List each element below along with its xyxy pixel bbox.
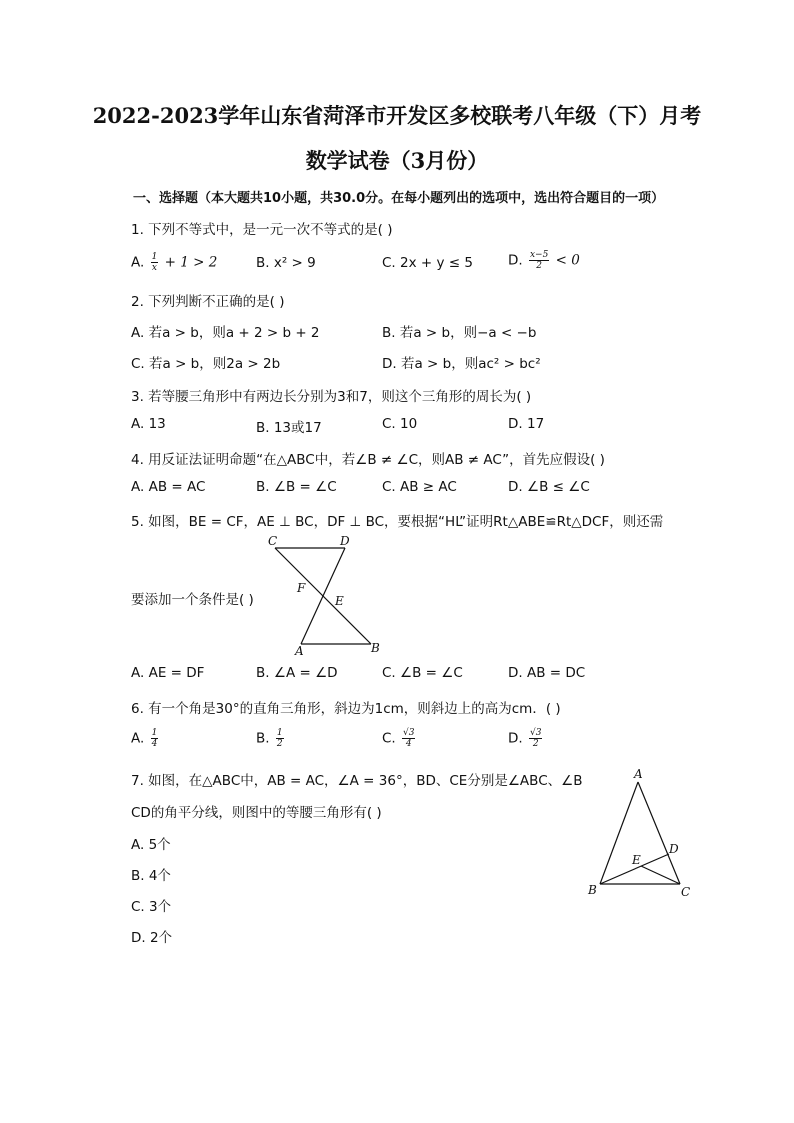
fraction-numerator: √3 — [403, 728, 415, 738]
fraction — [151, 252, 159, 273]
question-6-option-a — [131, 728, 160, 749]
label-A: A — [295, 644, 304, 658]
question-4-option-c: C. AB ≥ AC — [382, 479, 457, 495]
question-2-option-b: B. 若a > b，则−a < −b — [382, 325, 537, 341]
fraction-numerator: 1 — [151, 728, 158, 738]
fraction — [402, 728, 415, 749]
question-4-stem: 4. 用反证法证明命题“在△ABC中，若∠B ≠ ∠C，则AB ≠ AC”，首先应假设( ) — [131, 452, 605, 468]
question-3-option-d: D. 17 — [508, 416, 545, 432]
question-4-option-d: D. ∠B ≤ ∠C — [508, 479, 590, 495]
fraction — [276, 728, 284, 749]
question-7-figure — [585, 766, 697, 902]
option-c-prefix: C. — [382, 730, 396, 747]
option-b-prefix: B. — [256, 730, 270, 747]
label-B: B — [371, 641, 380, 655]
fraction-denominator: 2 — [532, 739, 539, 749]
fraction — [151, 728, 159, 749]
option-d-prefix: D. — [508, 730, 523, 747]
question-1-option-b: B. x² > 9 — [256, 255, 316, 271]
question-7-option-d: D. 2个 — [131, 930, 173, 946]
fraction-denominator: 2 — [276, 739, 283, 749]
question-5-stem-cont: 要添加一个条件是( ) — [131, 592, 254, 608]
question-1-option-d — [508, 250, 580, 271]
question-3-option-b: B. 13或17 — [256, 420, 322, 436]
option-d-prefix: D. — [508, 252, 523, 269]
question-7-option-c: C. 3个 — [131, 899, 172, 915]
title-line-1: 2022-2023学年山东省菏泽市开发区多校联考八年级（下）月考 — [92, 103, 702, 128]
label-D: D — [340, 534, 350, 548]
question-3-option-a: A. 13 — [131, 416, 166, 432]
question-5-option-c: C. ∠B = ∠C — [382, 665, 463, 681]
fraction-denominator: x — [151, 263, 157, 273]
label-C: C — [268, 534, 278, 548]
question-7-stem-cont: CD的角平分线，则图中的等腰三角形有( ) — [131, 805, 382, 821]
fraction-numerator: √3 — [529, 728, 542, 738]
question-5-option-d: D. AB = DC — [508, 665, 586, 681]
fraction-numerator: 1 — [151, 252, 158, 262]
label-F: F — [297, 581, 306, 595]
option-a-rest: + 1 > 2 — [160, 254, 218, 271]
section-header: 一、选择题（本大题共10小题，共30.0分。在每小题列出的选项中，选出符合题目的一项） — [133, 191, 665, 206]
question-5-figure — [265, 534, 385, 658]
question-1-stem: 1. 下列不等式中，是一元一次不等式的是( ) — [131, 222, 393, 238]
question-4-option-a: A. AB = AC — [131, 479, 206, 495]
question-7-option-a: A. 5个 — [131, 837, 171, 853]
question-6-option-b — [256, 728, 286, 749]
question-6-option-c — [382, 728, 417, 749]
question-5-stem: 5. 如图，BE = CF，AE ⊥ BC，DF ⊥ BC，要根据“HL”证明Rt△ABE≌Rt△DCF，则还需 — [131, 514, 664, 530]
fraction — [529, 250, 549, 271]
fraction-numerator: 1 — [276, 728, 283, 738]
option-a-prefix: A. — [131, 730, 145, 747]
question-5-option-b: B. ∠A = ∠D — [256, 665, 338, 681]
question-2-stem: 2. 下列判断不正确的是( ) — [131, 294, 285, 310]
label-E: E — [335, 594, 344, 608]
fraction — [529, 728, 542, 749]
label-C: C — [681, 885, 691, 899]
question-2-option-a: A. 若a > b，则a + 2 > b + 2 — [131, 325, 320, 341]
question-6-option-d — [508, 728, 544, 749]
label-A: A — [634, 767, 643, 781]
label-B: B — [588, 883, 597, 897]
question-7-option-b: B. 4个 — [131, 868, 171, 884]
question-3-stem: 3. 若等腰三角形中有两边长分别为3和7，则这个三角形的周长为( ) — [131, 389, 532, 405]
question-7-stem: 7. 如图，在△ABC中，AB = AC，∠A = 36°，BD、CE分别是∠ABC、∠B — [131, 773, 583, 789]
question-5-option-a: A. AE = DF — [131, 665, 205, 681]
label-E: E — [632, 853, 641, 867]
option-d-rest: < 0 — [551, 252, 580, 269]
label-D: D — [669, 842, 679, 856]
option-a-prefix: A. — [131, 254, 145, 271]
question-3-option-c: C. 10 — [382, 416, 418, 432]
question-1-option-a — [131, 252, 217, 273]
question-1-option-c: C. 2x + y ≤ 5 — [382, 255, 473, 271]
fraction-denominator: 4 — [151, 739, 158, 749]
title-line-2: 数学试卷（3月份） — [305, 148, 489, 173]
fraction-denominator: 4 — [405, 739, 412, 749]
question-4-option-b: B. ∠B = ∠C — [256, 479, 337, 495]
question-2-option-d: D. 若a > b，则ac² > bc² — [382, 356, 541, 372]
fraction-numerator: x−5 — [529, 250, 549, 260]
question-6-stem: 6. 有一个角是30°的直角三角形，斜边为1cm，则斜边上的高为cm．( ) — [131, 701, 561, 717]
question-2-option-c: C. 若a > b，则2a > 2b — [131, 356, 281, 372]
fraction-denominator: 2 — [536, 261, 543, 271]
